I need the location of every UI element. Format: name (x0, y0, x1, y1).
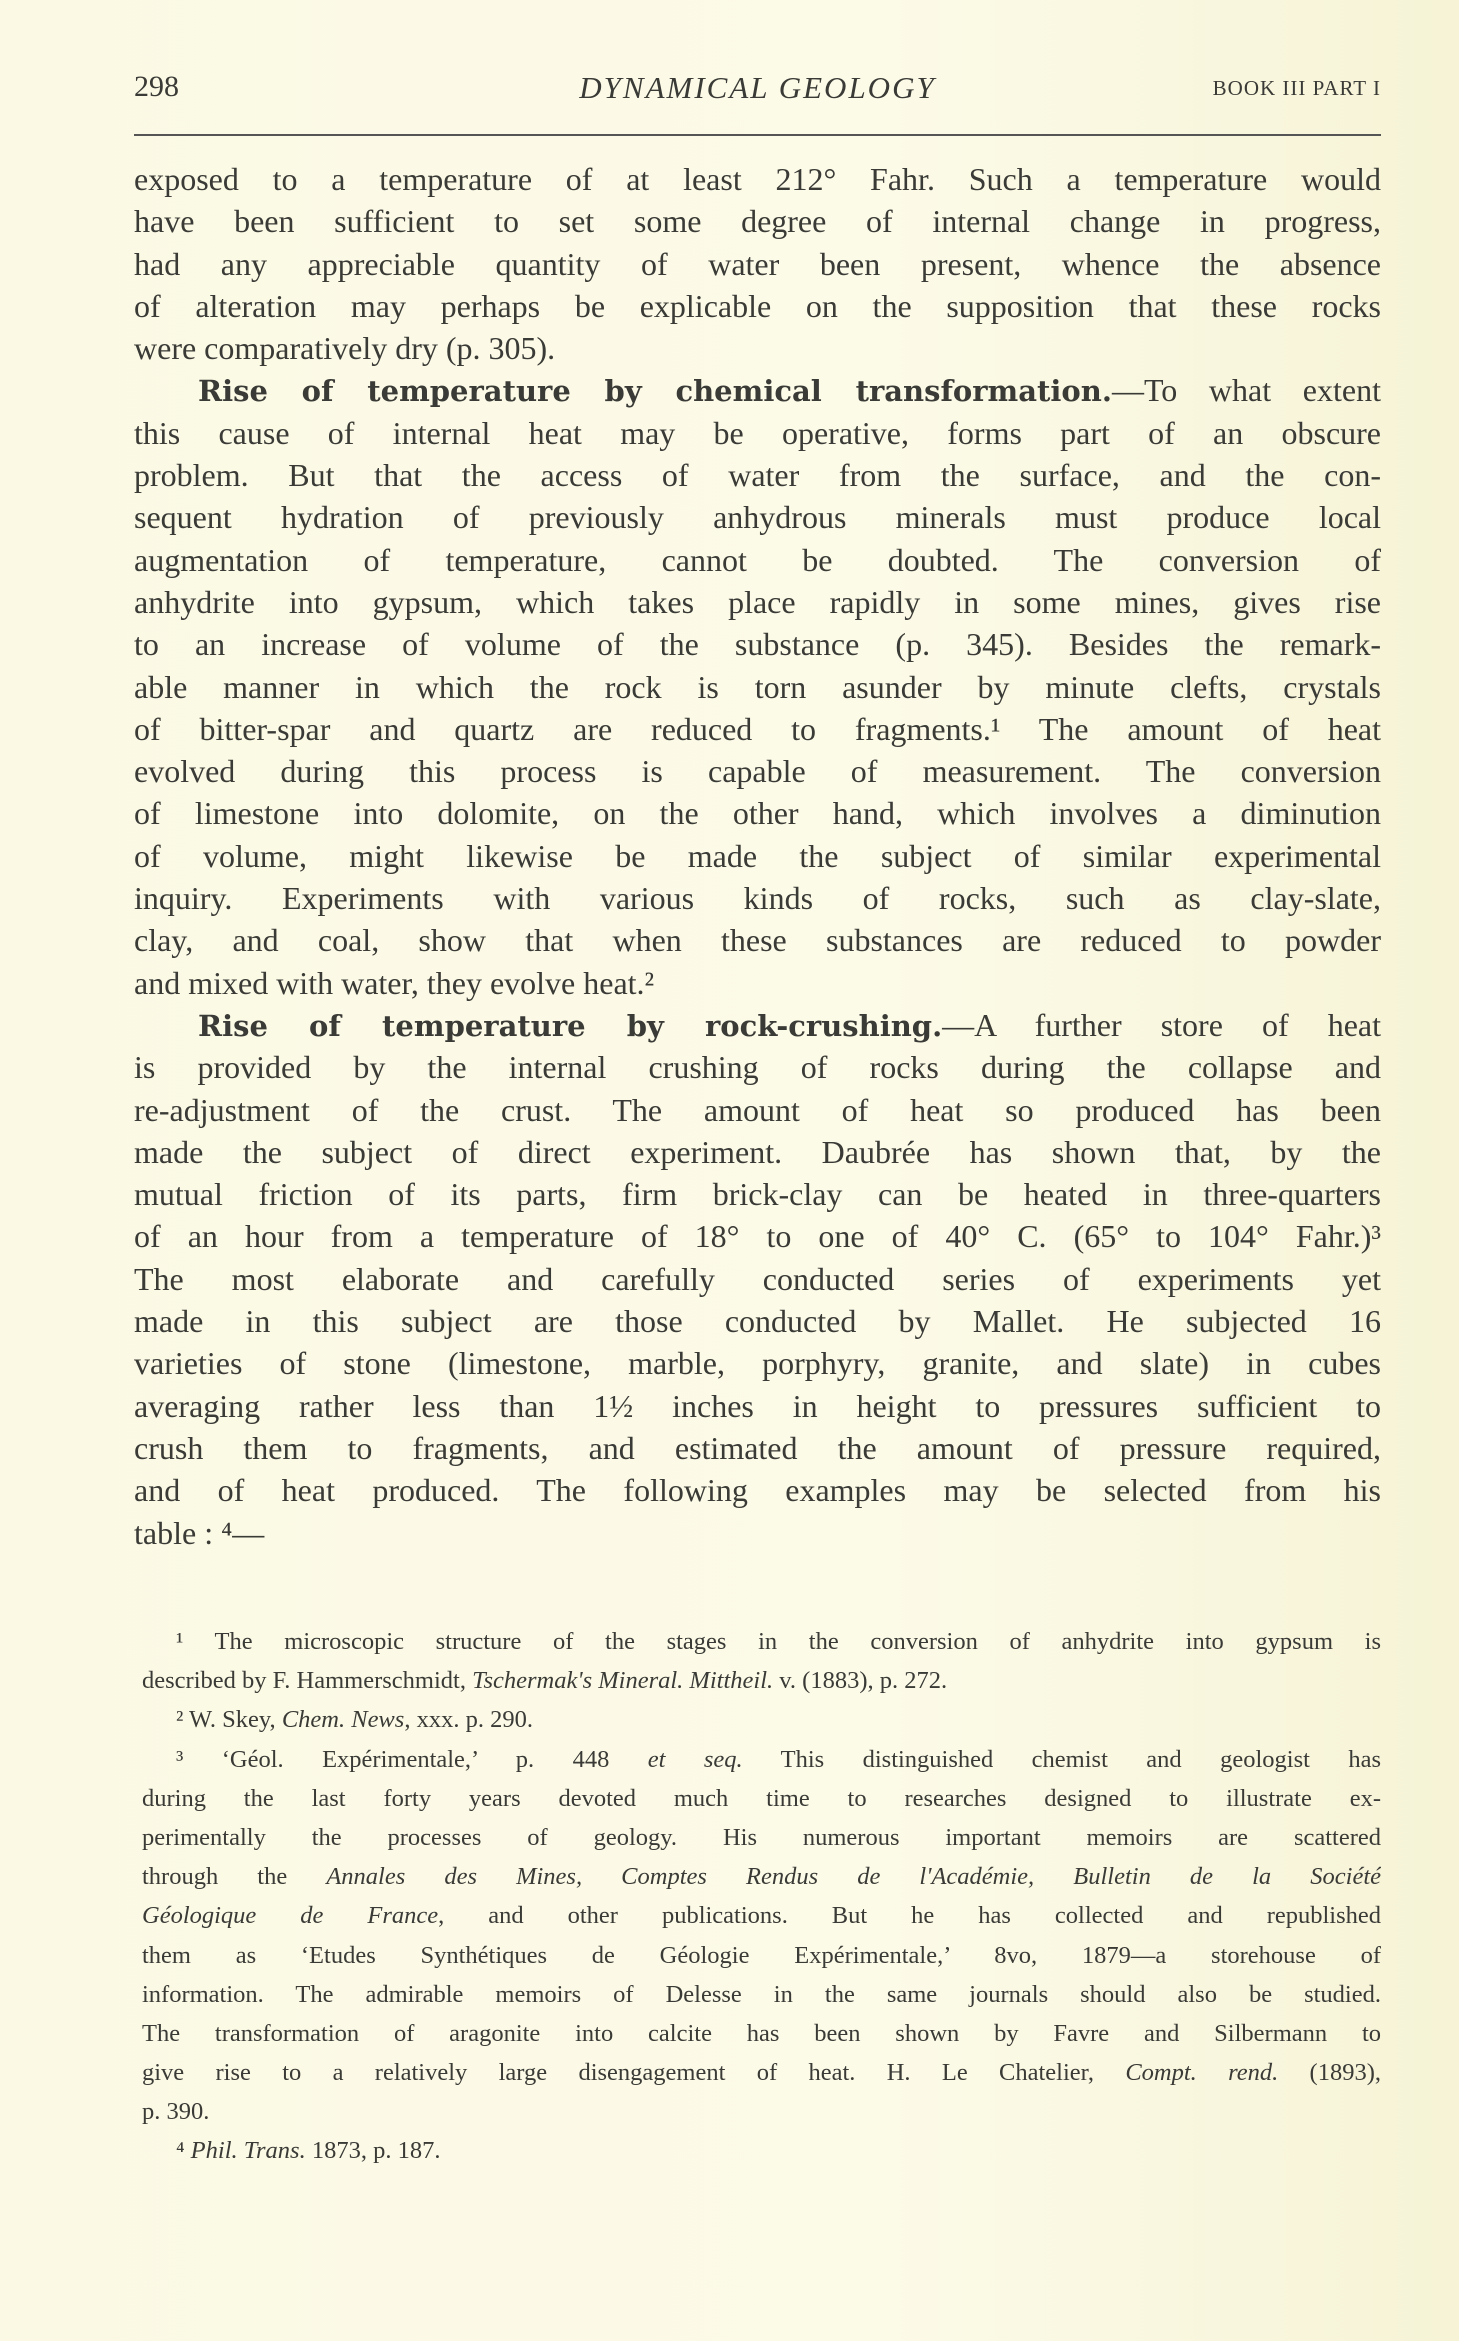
body-line (134, 1215, 1381, 1257)
italic-text: et seq. (647, 1745, 743, 1773)
body-line (134, 1300, 1381, 1342)
body-line (134, 919, 1381, 961)
text-span: sequent hydration of previously anhydrous minerals must produce local (134, 499, 1381, 536)
body-line (134, 200, 1381, 242)
text-span: The transformation of aragonite into calcite has been shown by Favre and Silbermann to (142, 2019, 1381, 2047)
text-span: , and other publications. But he has collected and republished (438, 1902, 1381, 1930)
text-span: described by F. Hammerschmidt, (142, 1667, 473, 1695)
text-span: them as ‘Etudes Synthétiques de Géologie Expérimentale,’ 8vo, 1879—a storehouse of (142, 1941, 1381, 1969)
body-line (134, 285, 1381, 327)
body-line (134, 792, 1381, 834)
text-span: information. The admirable memoirs of Delesse in the same journals should also be studied. (142, 1980, 1381, 2008)
text-span: v. (1883), p. 272. (773, 1667, 948, 1695)
footnote-line (142, 1740, 1381, 1779)
footnote-line (142, 1857, 1381, 1896)
italic-text: Phil. Trans. (190, 2137, 306, 2165)
body-line (134, 539, 1381, 581)
body-line (134, 962, 1381, 1004)
italic-text: Annales des Mines, Comptes Rendus de l'Académie, Bulletin de la Société (326, 1863, 1381, 1891)
text-span: , xxx. p. 290. (404, 1706, 533, 1734)
text-span: re-adjustment of the crust. The amount of heat so produced has been (134, 1091, 1381, 1128)
text-span: of bitter-spar and quartz are reduced to fragments.¹ The amount of heat (134, 710, 1381, 747)
text-span: to an increase of volume of the substance (p. 345). Besides the remark- (134, 626, 1381, 663)
body-line (134, 454, 1381, 496)
text-span: and of heat produced. The following examples may be selected from his (134, 1472, 1381, 1509)
body-line (134, 1469, 1381, 1511)
body-line (134, 496, 1381, 538)
text-span: —A further store of heat (942, 1006, 1381, 1043)
text-span: through the (142, 1863, 327, 1891)
text-span: The most elaborate and carefully conducted series of experiments yet (134, 1260, 1381, 1297)
body-line (134, 412, 1381, 454)
text-span: averaging rather less than 1½ inches in height to pressures sufficient to (134, 1387, 1381, 1424)
footnote-line (142, 2131, 1381, 2170)
footnote-line (142, 2092, 1381, 2131)
text-span: —To what extent (1111, 372, 1381, 409)
text-span: of alteration may perhaps be explicable on the supposition that these rocks (134, 287, 1381, 324)
italic-text: Tschermak's Mineral. Mittheil. (472, 1667, 774, 1695)
text-span: of volume, might likewise be made the subject of similar experimental (134, 837, 1381, 874)
body-line (134, 158, 1381, 200)
text-span: this cause of internal heat may be operative, forms part of an obscure (134, 414, 1381, 451)
text-span: inquiry. Experiments with various kinds of rocks, such as clay-slate, (134, 880, 1381, 917)
footnote-line (142, 1975, 1381, 2014)
italic-text: Chem. News (281, 1706, 405, 1734)
text-span: mutual friction of its parts, firm brick-clay can be heated in three-quarters (134, 1176, 1381, 1213)
text-span: varieties of stone (limestone, marble, porphyry, granite, and slate) in cubes (134, 1345, 1381, 1382)
footnote-line (142, 1936, 1381, 1975)
text-span: 1873, p. 187. (305, 2137, 441, 2165)
running-title: DYNAMICAL GEOLOGY (579, 70, 936, 105)
text-span: perimentally the processes of geology. His numerous important memoirs are scattered (142, 1823, 1381, 1851)
page-number: 298 (134, 70, 179, 103)
footnotes (142, 1622, 1381, 2171)
text-span: crush them to fragments, and estimated the amount of pressure required, (134, 1429, 1381, 1466)
text-span: table : ⁴— (134, 1514, 265, 1551)
text-span: and mixed with water, they evolve heat.² (134, 964, 655, 1001)
body-line (134, 623, 1381, 665)
text-span: clay, and coal, show that when these substances are reduced to powder (134, 922, 1381, 959)
footnote-line (142, 2014, 1381, 2053)
text-span: problem. But that the access of water from the surface, and the con- (134, 457, 1381, 494)
text-span: of an hour from a temperature of 18° to one of 40° C. (65° to 104° Fahr.)³ (134, 1218, 1381, 1255)
text-span: ² W. Skey, (176, 1706, 282, 1734)
italic-text: Compt. rend. (1125, 2059, 1279, 2087)
body-line (134, 369, 1381, 411)
footnote-line (142, 1622, 1381, 1661)
body-line (134, 327, 1381, 369)
body-line (134, 835, 1381, 877)
body-line (134, 1385, 1381, 1427)
body-line (134, 1258, 1381, 1300)
text-span: exposed to a temperature of at least 212° Fahr. Such a temperature would (134, 161, 1381, 197)
body-line (134, 877, 1381, 919)
body-text (134, 158, 1381, 1554)
text-span: made in this subject are those conducted by Mallet. He subjected 16 (134, 1303, 1381, 1340)
text-span: were comparatively dry (p. 305). (134, 330, 556, 367)
footnote-line (142, 1818, 1381, 1857)
text-span: made the subject of direct experiment. Daubrée has shown that, by the (134, 1133, 1381, 1170)
run-in-heading: Rise of temperature by chemical transformation. (198, 374, 1112, 409)
footnote-line (142, 1896, 1381, 1935)
body-line (134, 1427, 1381, 1469)
text-span: is provided by the internal crushing of rocks during the collapse and (134, 1049, 1381, 1086)
body-line (134, 1004, 1381, 1046)
text-span: ⁴ (176, 2137, 191, 2165)
body-line (134, 1342, 1381, 1384)
footnote-line (142, 1779, 1381, 1818)
italic-text: Géologique de France (142, 1902, 439, 1930)
text-span: during the last forty years devoted much time to researches designed to illustrate ex- (142, 1784, 1381, 1812)
page-header (134, 70, 1381, 114)
body-line (134, 708, 1381, 750)
text-span: anhydrite into gypsum, which takes place rapidly in some mines, gives rise (134, 583, 1381, 620)
body-line (134, 750, 1381, 792)
body-line (134, 581, 1381, 623)
text-span: of limestone into dolomite, on the other hand, which involves a diminution (134, 795, 1381, 832)
text-span: (1893), (1278, 2059, 1381, 2087)
text-span: able manner in which the rock is torn asunder by minute clefts, crystals (134, 668, 1381, 705)
text-span: p. 390. (142, 2098, 210, 2126)
run-in-heading: Rise of temperature by rock-crushing. (198, 1008, 943, 1043)
text-span: evolved during this process is capable of measurement. The conversion (134, 753, 1381, 790)
book-part: BOOK III PART I (1212, 76, 1381, 100)
header-rule (134, 134, 1381, 136)
footnote-line (142, 1661, 1381, 1700)
text-span: have been sufficient to set some degree of internal change in progress, (134, 203, 1381, 240)
body-line (134, 243, 1381, 285)
text-span: give rise to a relatively large disengagement of heat. H. Le Chatelier, (142, 2059, 1126, 2087)
footnote-line (142, 1700, 1381, 1739)
text-span: had any appreciable quantity of water been present, whence the absence (134, 245, 1381, 282)
body-line (134, 1089, 1381, 1131)
text-span: augmentation of temperature, cannot be doubted. The conversion of (134, 541, 1381, 578)
body-line (134, 1131, 1381, 1173)
body-line (134, 1512, 1381, 1554)
text-span: ¹ The microscopic structure of the stages in the conversion of anhydrite into gypsum is (176, 1628, 1381, 1655)
body-line (134, 1173, 1381, 1215)
text-span: This distinguished chemist and geologist has (742, 1745, 1381, 1773)
footnote-line (142, 2053, 1381, 2092)
body-line (134, 666, 1381, 708)
body-line (134, 1046, 1381, 1088)
text-span: ³ ‘Géol. Expérimentale,’ p. 448 (176, 1745, 648, 1773)
